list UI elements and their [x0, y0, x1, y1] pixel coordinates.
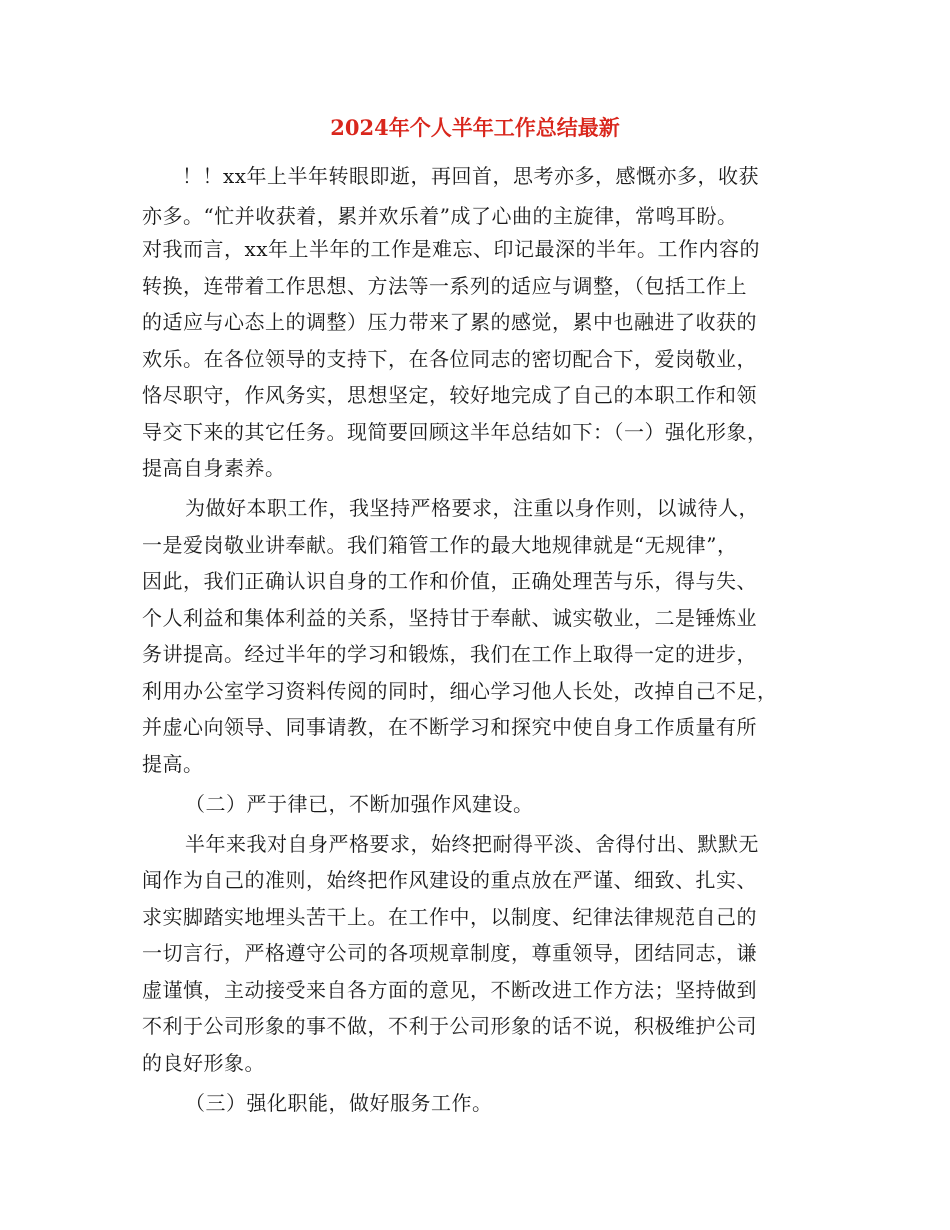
section-heading: （三）强化职能，做好服务工作。 — [185, 1091, 493, 1115]
text-line: 提高。 — [142, 752, 204, 776]
text-line: 务讲提高。经过半年的学习和锻炼，我们在工作上取得一定的进步， — [142, 642, 757, 666]
text-line: 转换，连带着工作思想、方法等一系列的适应与调整，（包括工作上 — [142, 274, 747, 298]
section-heading: （二）严于律已，不断加强作风建设。 — [185, 792, 534, 816]
text-line: 恪尽职守，作风务实，思想坚定，较好地完成了自己的本职工作和领 — [142, 383, 757, 407]
text-line: 个人利益和集体利益的关系，坚持甘于奉献、诚实敬业，二是锤炼业 — [142, 606, 757, 630]
text-line: 半年来我对自身严格要求，始终把耐得平淡、舍得付出、默默无 — [185, 832, 759, 856]
document-title: 2024年个人半年工作总结最新 — [330, 115, 620, 140]
text-line: 提高自身素养。 — [142, 456, 286, 480]
text-line: 闻作为自己的准则，始终把作风建设的重点放在严谨、细致、扎实、 — [142, 868, 757, 892]
text-line: 因此，我们正确认识自身的工作和价值，正确处理苦与乐，得与失、 — [142, 569, 757, 593]
text-line: 一切言行，严格遵守公司的各项规章制度，尊重领导，团结同志，谦 — [142, 941, 757, 965]
text-line: 亦多。“忙并收获着，累并欢乐着”成了心曲的主旋律，常鸣耳盼。 — [142, 204, 738, 228]
text-line: ！！xx年上半年转眼即逝，再回首，思考亦多，感慨亦多，收获 — [182, 164, 760, 188]
text-line: 利用办公室学习资料传阅的同时，细心学习他人长处，改掉自己不足， — [142, 679, 778, 703]
text-line: 欢乐。在各位领导的支持下，在各位同志的密切配合下，爱岗敬业， — [142, 347, 757, 371]
text-line: 为做好本职工作，我坚持严格要求，注重以身作则，以诚待人， — [185, 496, 759, 520]
text-line: 并虚心向领导、同事请教，在不断学习和探究中使自身工作质量有所 — [142, 715, 757, 739]
text-line: 求实脚踏实地埋头苦干上。在工作中，以制度、纪律法律规范自己的 — [142, 905, 757, 929]
text-line: 的适应与心态上的调整）压力带来了累的感觉，累中也融进了收获的 — [142, 310, 757, 334]
text-line: 一是爱岗敬业讲奉献。我们箱管工作的最大地规律就是“无规律”， — [142, 533, 738, 557]
text-line: 的良好形象。 — [142, 1051, 265, 1075]
text-line: 不利于公司形象的事不做，不利于公司形象的话不说，积极维护公司 — [142, 1014, 757, 1038]
text-line: 导交下来的其它任务。现简要回顾这半年总结如下：（一）强化形象， — [142, 420, 768, 444]
text-line: 虚谨慎，主动接受来自各方面的意见，不断改进工作方法；坚持做到 — [142, 978, 757, 1002]
text-line: 对我而言，xx年上半年的工作是难忘、印记最深的半年。工作内容的 — [142, 237, 761, 261]
